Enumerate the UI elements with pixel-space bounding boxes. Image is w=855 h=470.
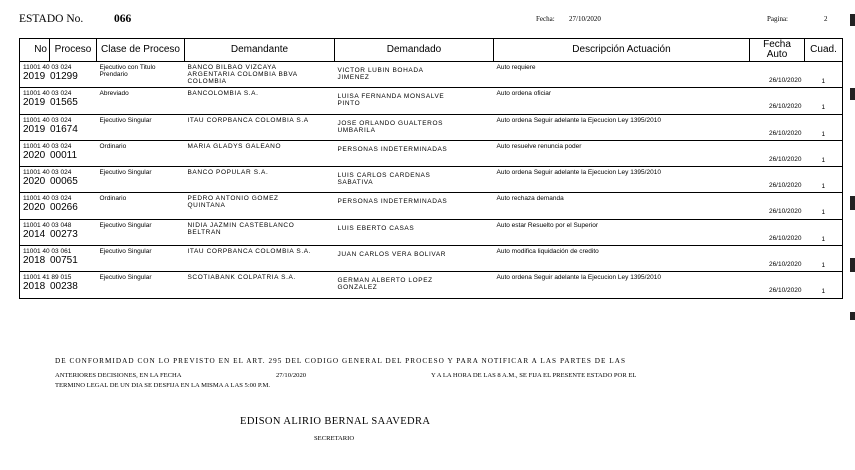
demandado-cell: PERSONAS INDETERMINADAS bbox=[335, 193, 494, 219]
footer-line3: TERMINO LEGAL DE UN DIA SE DESFIJA EN LA MISMA A LAS 5:00 P.M. bbox=[55, 382, 270, 389]
proceso-year: 2019 bbox=[23, 71, 46, 82]
fecha-auto-cell: 26/10/2020 bbox=[750, 140, 805, 166]
proceso-year: 2018 bbox=[23, 255, 46, 267]
col-no: No bbox=[20, 39, 50, 62]
actuacion-cell: Auto modifica liquidación de credito bbox=[494, 246, 750, 272]
table-row bbox=[20, 88, 843, 114]
proceso-year: 2014 bbox=[23, 228, 46, 240]
actuacion-cell: Auto ordena Seguir adelante la Ejecucion Ley 1395/2010 bbox=[494, 272, 750, 298]
actuacion-cell: Auto ordena Seguir adelante la Ejecucion Ley 1395/2010 bbox=[494, 167, 750, 193]
table-row bbox=[20, 114, 843, 140]
demandado-cell: LUIS EBERTO CASAS bbox=[335, 219, 494, 245]
clase-cell: Ejecutivo Singular bbox=[97, 114, 185, 140]
actuacion-cell: Auto ordena Seguir adelante la Ejecucion Ley 1395/2010 bbox=[494, 114, 750, 140]
proceso-cell bbox=[20, 272, 97, 298]
proceso-year: 2018 bbox=[23, 281, 46, 293]
proceso-number: 00238 bbox=[50, 281, 78, 293]
col-demandante: Demandante bbox=[185, 39, 335, 62]
proceso-code: 11001 40 03 024 bbox=[23, 142, 72, 150]
fecha-auto-cell: 26/10/2020 bbox=[750, 88, 805, 114]
actuacion-cell: Auto rechaza demanda bbox=[494, 193, 750, 219]
col-demandado: Demandado bbox=[335, 39, 494, 62]
col-proceso: Proceso bbox=[50, 39, 97, 62]
proceso-number: 01299 bbox=[50, 71, 78, 82]
cuad-cell: 1 bbox=[805, 219, 843, 245]
demandante-cell: ITAU CORPBANCA COLOMBIA S.A bbox=[185, 114, 335, 140]
demandante-cell: NIDIA JAZMIN CASTEBLANCO BELTRAN bbox=[185, 219, 335, 245]
clase-cell: Ejecutivo Singular bbox=[97, 167, 185, 193]
proceso-code: 11001 40 03 024 bbox=[23, 64, 72, 71]
cuad-cell: 1 bbox=[805, 246, 843, 272]
table-row bbox=[20, 246, 843, 272]
proceso-cell bbox=[20, 140, 97, 166]
fecha-auto-cell: 26/10/2020 bbox=[750, 62, 805, 88]
table-row bbox=[20, 62, 843, 88]
fecha-value: 27/10/2020 bbox=[569, 15, 601, 23]
proceso-number: 00751 bbox=[50, 255, 78, 267]
table-header bbox=[20, 39, 843, 62]
signer-title: SECRETARIO bbox=[314, 435, 355, 442]
demandante-cell: BANCOLOMBIA S.A. bbox=[185, 88, 335, 114]
demandante-cell: BANCO BILBAO VIZCAYA ARGENTARIA COLOMBIA BBVA COLOMBIA bbox=[185, 62, 335, 88]
proceso-code: 11001 40 03 024 bbox=[23, 90, 72, 98]
demandado-cell: JOSE ORLANDO GUALTEROS UMBARILA bbox=[335, 114, 494, 140]
clase-cell: Ejecutivo Singular bbox=[97, 246, 185, 272]
fecha-auto-cell: 26/10/2020 bbox=[750, 193, 805, 219]
col-fecha-auto bbox=[750, 39, 805, 62]
table-row bbox=[20, 140, 843, 166]
proceso-number: 01565 bbox=[50, 97, 78, 109]
signer-name: EDISON ALIRIO BERNAL SAAVEDRA bbox=[240, 416, 431, 427]
col-cuad: Cuad. bbox=[805, 39, 843, 62]
clase-cell: Ordinario bbox=[97, 140, 185, 166]
scan-edge bbox=[850, 0, 855, 470]
clase-cell: Ejecutivo Singular bbox=[97, 272, 185, 298]
clase-cell: Abreviado bbox=[97, 88, 185, 114]
actuacion-cell: Auto estar Resuelto por el Superior bbox=[494, 219, 750, 245]
demandante-cell: PEDRO ANTONIO GOMEZ QUINTANA bbox=[185, 193, 335, 219]
actuacion-cell: Auto ordena oficiar bbox=[494, 88, 750, 114]
demandado-cell: GERMAN ALBERTO LOPEZ GONZALEZ bbox=[335, 272, 494, 298]
actuacion-cell: Auto requiere bbox=[494, 62, 750, 88]
proceso-code: 11001 40 03 048 bbox=[23, 221, 72, 229]
col-fecha-line1: Fecha bbox=[763, 39, 791, 50]
proceso-cell bbox=[20, 246, 97, 272]
footer-line2-left: ANTERIORES DECISIONES, EN LA FECHA bbox=[55, 372, 182, 379]
cuad-cell: 1 bbox=[805, 114, 843, 140]
proceso-number: 00011 bbox=[50, 149, 78, 161]
demandado-cell: VICTOR LUBIN BOHADA JIMENEZ bbox=[335, 62, 494, 88]
proceso-number: 01674 bbox=[50, 123, 78, 135]
proceso-year: 2019 bbox=[23, 123, 46, 135]
demandado-cell: LUIS CARLOS CARDENAS SABATIVA bbox=[335, 167, 494, 193]
pagina-label: Pagina: bbox=[767, 15, 788, 23]
table-row bbox=[20, 167, 843, 193]
demandado-cell: PERSONAS INDETERMINADAS bbox=[335, 140, 494, 166]
table-row bbox=[20, 193, 843, 219]
table-row bbox=[20, 272, 843, 298]
proceso-cell bbox=[20, 62, 97, 88]
footer-line2-right: Y A LA HORA DE LAS 8 A.M., SE FIJA EL PRESENTE ESTADO POR EL bbox=[431, 372, 637, 379]
demandante-cell: SCOTIABANK COLPATRIA S.A. bbox=[185, 272, 335, 298]
proceso-number: 00266 bbox=[50, 202, 78, 214]
demandado-cell: LUISA FERNANDA MONSALVE PINTO bbox=[335, 88, 494, 114]
actuacion-cell: Auto resuelve renuncia poder bbox=[494, 140, 750, 166]
proceso-code: 11001 40 03 061 bbox=[23, 248, 72, 256]
proceso-year: 2020 bbox=[23, 202, 46, 214]
footer-line1: DE CONFORMIDAD CON LO PREVISTO EN EL ART. 295 DEL CODIGO GENERAL DEL PROCESO Y PARA NOTIFICAR A LAS PARTES DE LAS bbox=[55, 357, 627, 365]
cuad-cell: 1 bbox=[805, 167, 843, 193]
proceso-number: 00273 bbox=[50, 228, 78, 240]
clase-cell: Ordinario bbox=[97, 193, 185, 219]
fecha-auto-cell: 26/10/2020 bbox=[750, 272, 805, 298]
col-fecha-line2: Auto bbox=[766, 49, 788, 60]
fecha-auto-cell: 26/10/2020 bbox=[750, 167, 805, 193]
demandante-cell: ITAU CORPBANCA COLOMBIA S.A. bbox=[185, 246, 335, 272]
proceso-cell bbox=[20, 167, 97, 193]
demandante-cell: MARIA GLADYS GALEANO bbox=[185, 140, 335, 166]
proceso-code: 11001 40 03 024 bbox=[23, 195, 72, 203]
fecha-auto-cell: 26/10/2020 bbox=[750, 219, 805, 245]
estado-table bbox=[19, 38, 843, 299]
cuad-cell: 1 bbox=[805, 88, 843, 114]
table-row bbox=[20, 219, 843, 245]
fecha-auto-cell: 26/10/2020 bbox=[750, 246, 805, 272]
proceso-code: 11001 41 89 015 bbox=[23, 274, 72, 282]
proceso-cell bbox=[20, 193, 97, 219]
clase-cell: Ejecutivo con Titulo Prendario bbox=[97, 62, 185, 88]
pagina-value: 2 bbox=[824, 15, 828, 23]
fecha-auto-cell: 26/10/2020 bbox=[750, 114, 805, 140]
col-clase: Clase de Proceso bbox=[97, 39, 185, 62]
cuad-cell: 1 bbox=[805, 193, 843, 219]
proceso-number: 00065 bbox=[50, 176, 78, 188]
col-descripcion: Descripción Actuación bbox=[494, 39, 750, 62]
demandado-cell: JUAN CARLOS VERA BOLIVAR bbox=[335, 246, 494, 272]
demandante-cell: BANCO POPULAR S.A. bbox=[185, 167, 335, 193]
proceso-year: 2020 bbox=[23, 149, 46, 161]
proceso-cell bbox=[20, 219, 97, 245]
proceso-code: 11001 40 03 024 bbox=[23, 169, 72, 177]
cuad-cell: 1 bbox=[805, 272, 843, 298]
proceso-code: 11001 40 03 024 bbox=[23, 116, 72, 124]
fecha-label: Fecha: bbox=[536, 15, 555, 23]
cuad-cell: 1 bbox=[805, 140, 843, 166]
footer-line2-date: 27/10/2020 bbox=[276, 372, 307, 379]
proceso-cell bbox=[20, 88, 97, 114]
proceso-year: 2020 bbox=[23, 176, 46, 188]
clase-cell: Ejecutivo Singular bbox=[97, 219, 185, 245]
estado-label: ESTADO No. bbox=[19, 13, 84, 25]
proceso-cell bbox=[20, 114, 97, 140]
proceso-year: 2019 bbox=[23, 97, 46, 109]
cuad-cell: 1 bbox=[805, 62, 843, 88]
estado-number: 066 bbox=[114, 13, 132, 25]
